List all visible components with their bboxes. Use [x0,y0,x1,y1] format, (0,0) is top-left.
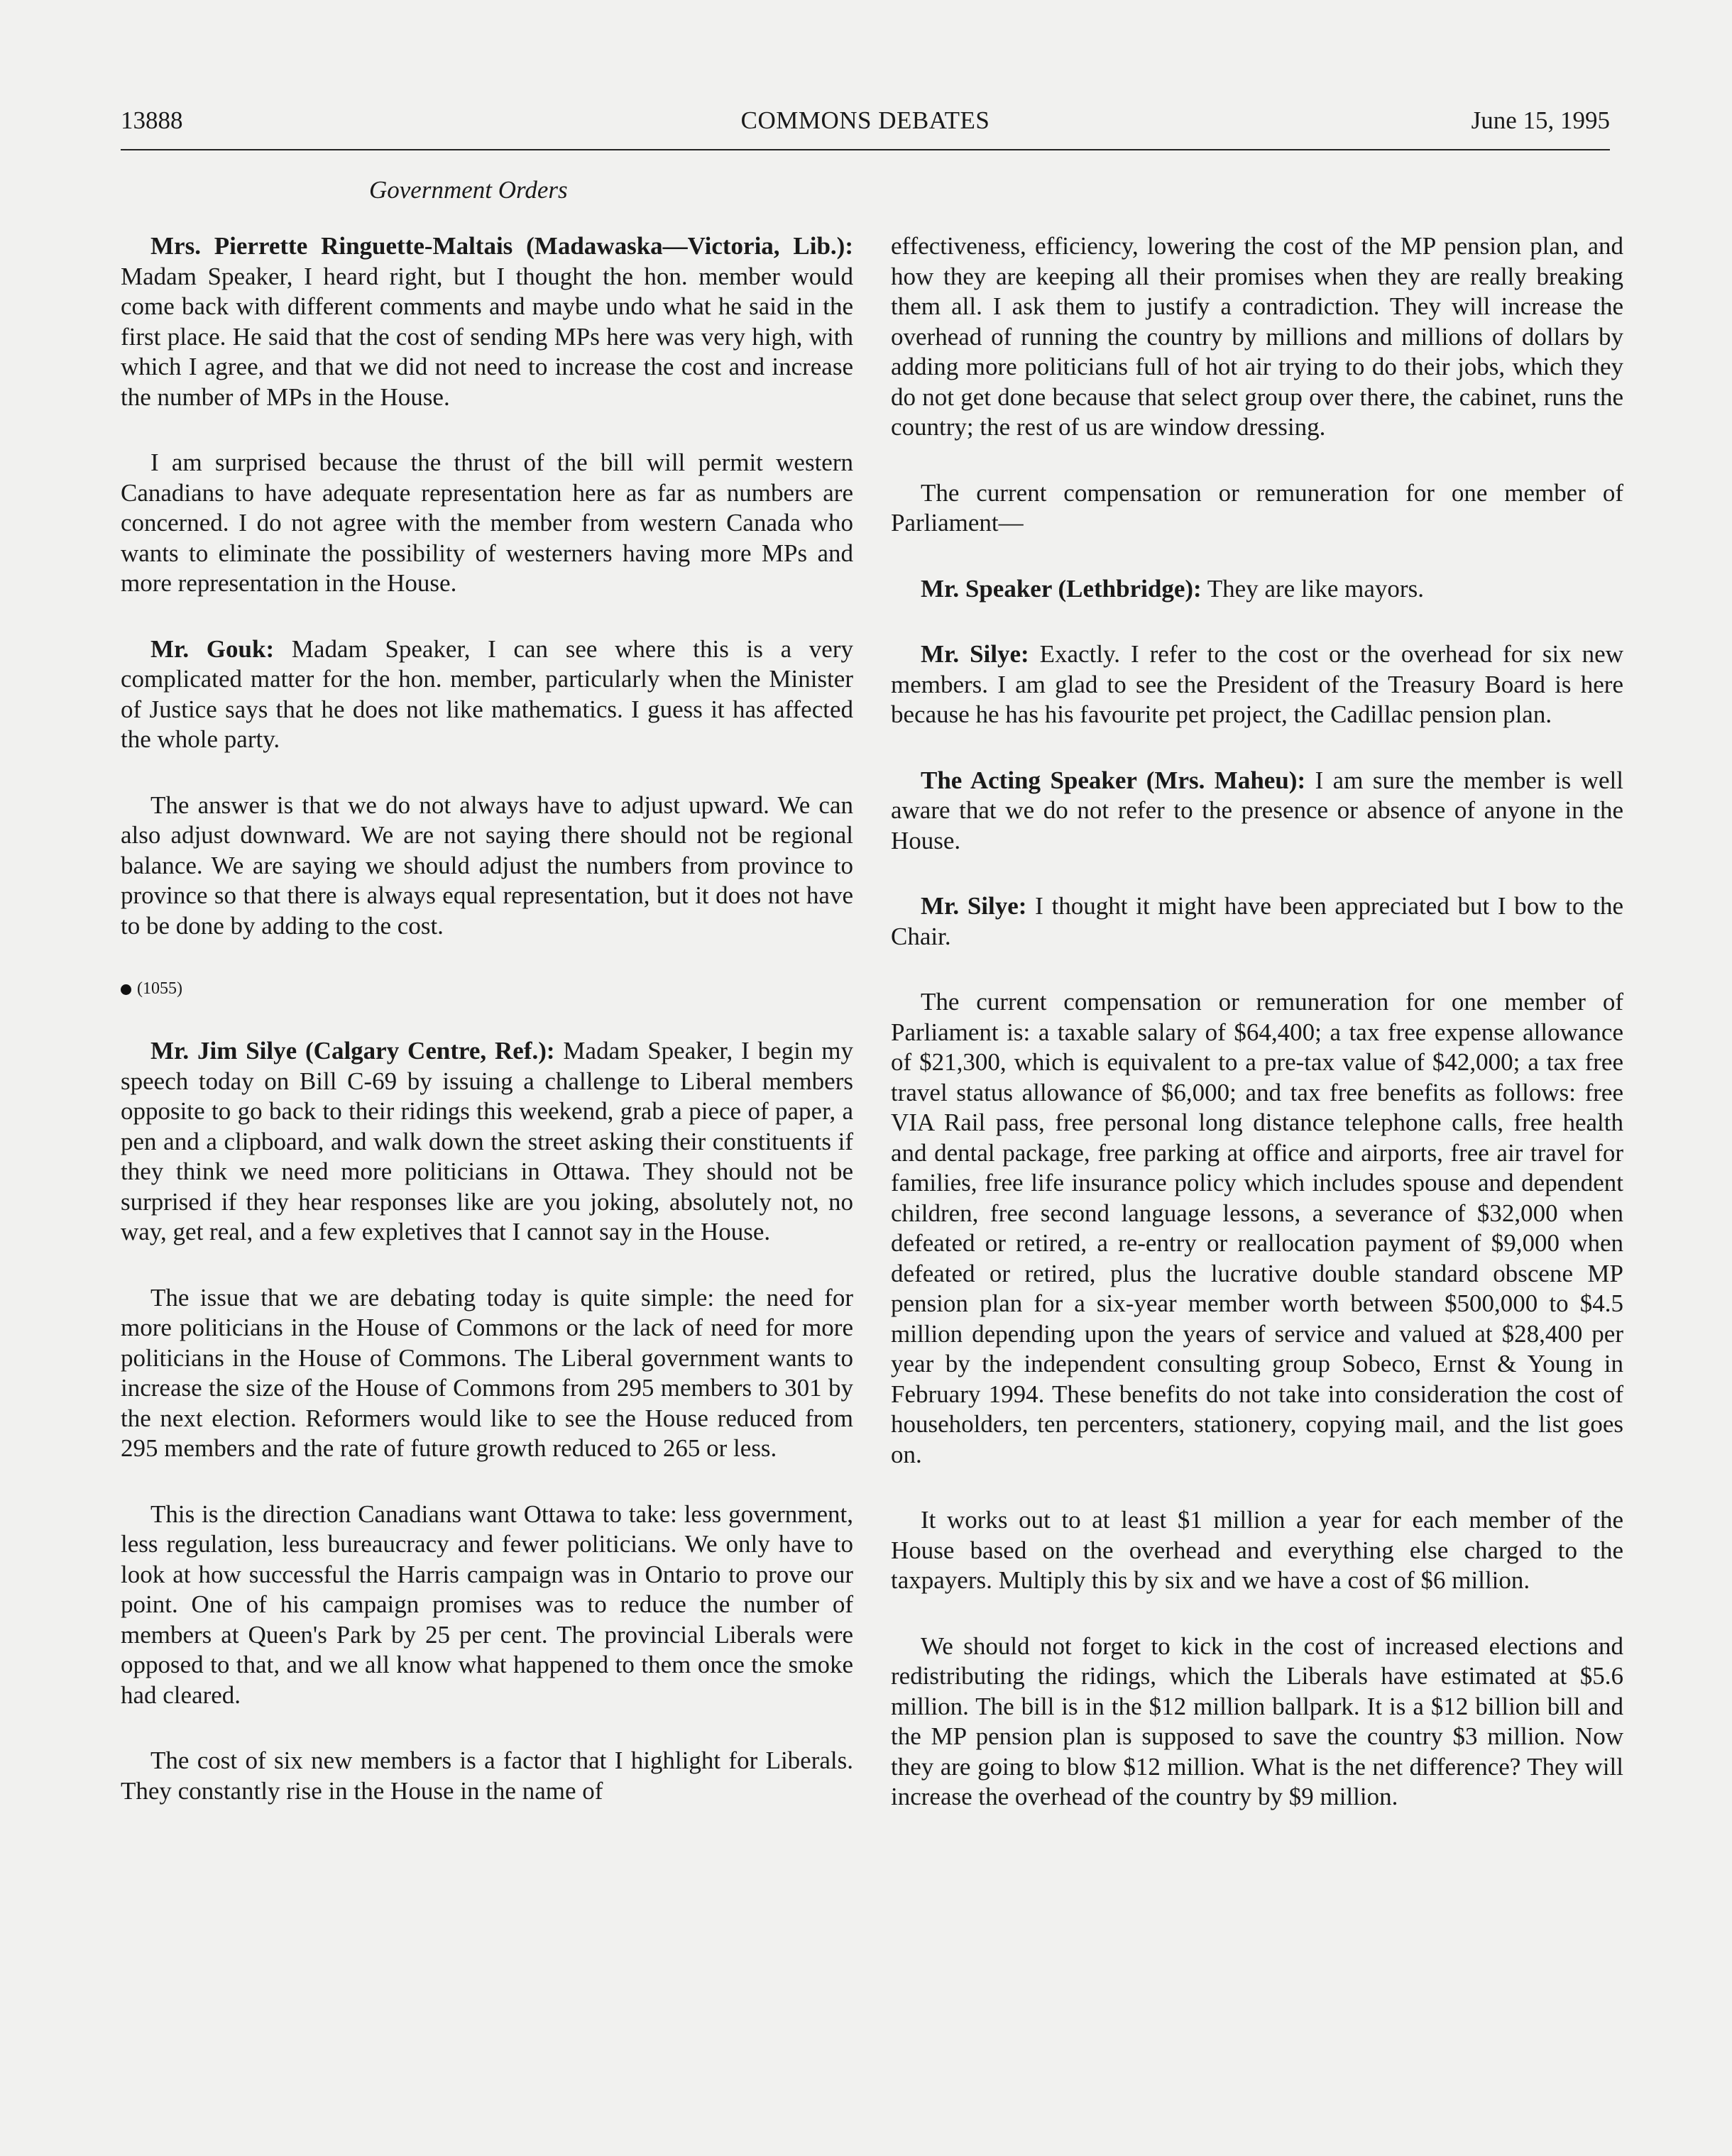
paragraph [891,1505,1623,1596]
page-header [121,106,1610,150]
paragraph-text: I am surprised because the thrust of the bill will permit western Canadians to have adequate representation here as far as numbers are concerned. I do not agree with the member from western Canada who wants to eliminate the possibility of westerners having more MPs and more representation in the House. [121,449,853,597]
section-title: Government Orders [369,176,568,204]
paragraph [891,766,1623,857]
paragraph [891,987,1623,1470]
paragraph-text: We should not forget to kick in the cost of increased elections and redistributing the ridings, which the Liberals have estimated at $5.6 million. The bill is in the $12 million ballpark. It is a $12 billion bill and the MP pension plan is supposed to save the country $3 million. Now they are going to blow $12 million. What is the net difference? They will increase the overhead of the country by $9 million. [891,1632,1623,1810]
paragraph-text: Madam Speaker, I can see where this is a very complicated matter for the hon. member, particularly when the Minister of Justice says that he does not like mathematics. I guess it has affected the whole party. [121,634,853,753]
paragraph-text: The cost of six new members is a factor that I highlight for Liberals. They constantly rise in the House in the name of [121,1747,853,1805]
page-number: 13888 [121,106,183,134]
paragraph [891,891,1623,952]
paragraph-text: I thought it might have been appreciated but I bow to the Chair. [891,892,1624,950]
paragraph [121,1746,853,1806]
paragraph [121,1283,853,1464]
speaker-name: Mr. Gouk: [150,634,275,663]
paragraph-text: The answer is that we do not always have to adjust upward. We can also adjust downward. We are not saying there should not be regional balance. We are saying we should adjust the numbers from province to province so that there is always equal representation, but it does not have to be done by adding to the cost. [121,791,853,940]
paragraph [121,1500,853,1711]
paragraph [121,448,853,599]
paragraph [891,639,1623,730]
paragraph-text: effectiveness, efficiency, lowering the cost of the MP pension plan, and how they are keeping all their promises when they are really breaking them all. I ask them to justify a contradiction. They will increase the overhead of running the country by millions and millions of dollars by adding more politicians full of hot air trying to do their jobs, which they do not get done because that select group over there, the cabinet, runs the country; the rest of us are window dressing. [891,232,1623,441]
paragraph-text: This is the direction Canadians want Ottawa to take: less government, less regulation, less bureaucracy and fewer politicians. We only have to look at how successful the Harris campaign was in Ontario to prove our point. One of his campaign promises was to reduce the number of members at Queen's Park by 25 per cent. The provincial Liberals were opposed to that, and we all know what happened to them once the smoke had cleared. [121,1500,853,1709]
speaker-name: Mrs. Pierrette Ringuette-Maltais (Madawaska—Victoria, Lib.): [150,232,853,260]
paragraph-text: Madam Speaker, I begin my speech today on Bill C-69 by issuing a challenge to Liberal members opposite to go back to their ridings this weekend, grab a piece of paper, a pen and a clipboard, and walk down the street asking their constituents if they think we need more politicians in Ottawa. They should not be surprised if they hear responses like are you joking, absolutely not, no way, get real, and a few expletives that I cannot say in the House. [121,1037,853,1245]
paragraph-text: I am sure the member is well aware that we do not refer to the presence or absence of anyone in the House. [891,766,1623,854]
paragraph [891,1632,1623,1813]
right-column [891,231,1623,1848]
paragraph-text: Exactly. I refer to the cost or the overhead for six new members. I am glad to see the President of the Treasury Board is here because he has his favourite pet project, the Cadillac pension plan. [891,640,1623,728]
paragraph [121,1036,853,1248]
publication-title: COMMONS DEBATES [740,106,990,134]
paragraph [891,231,1623,443]
bullet-icon [121,984,131,995]
time-marker-text: (1055) [137,979,182,998]
paragraph-text: The current compensation or remuneration for one member of Parliament is: a taxable salary of $64,400; a tax free expense allowance of $21,300, which is equivalent to a pre-tax value of $42,000; a tax free travel status allowance of $6,000; and tax free benefits as follows: free VIA Rail pass, free personal long distance telephone calls, free health and dental package, free parking at office and airports, free air travel for families, free life insurance policy which includes spouse and dependent children, free second language lessons, a severance of $32,000 when defeated or retired, a re-entry or reallocation payment of $9,000 when defeated or retired, plus the lucrative double standard obscene MP pension plan for a six-year member worth between $500,000 to $4.5 million depending upon the years of service and valued at $28,400 per year by the independent consulting group Sobeco, Ernst & Young in February 1994. These benefits do not take into consideration the cost of householders, ten percenters, stationery, copying mail, and the list goes on. [891,988,1623,1468]
paragraph-text: The issue that we are debating today is quite simple: the need for more politicians in the House of Commons or the lack of need for more politicians in the House of Commons. The Liberal government wants to increase the size of the House of Commons from 295 members to 301 by the next election. Reformers would like to see the House reduced from 295 members and the rate of future growth reduced to 265 or less. [121,1283,853,1462]
time-marker [121,977,853,1001]
paragraph [891,478,1623,539]
paragraph-text: They are like mayors. [1201,574,1424,603]
paragraph-text: It works out to at least $1 million a year for each member of the House based on the overhead and everything else charged to the taxpayers. Multiply this by six and we have a cost of $6 million. [891,1506,1623,1594]
speaker-name: The Acting Speaker (Mrs. Maheu): [921,766,1306,794]
speaker-name: Mr. Silye: [921,640,1029,668]
paragraph [121,634,853,755]
speaker-name: Mr. Silye: [921,892,1027,920]
speaker-name: Mr. Jim Silye (Calgary Centre, Ref.): [150,1037,555,1065]
paragraph [891,574,1623,605]
paragraph-text: The current compensation or remuneration for one member of Parliament— [891,478,1623,537]
paragraph-text: Madam Speaker, I heard right, but I thought the hon. member would come back with different comments and maybe undo what he said in the first place. He said that the cost of sending MPs here was very high, with which I agree, and that we did not need to increase the cost and increase the number of MPs in the House. [121,262,853,411]
publication-date: June 15, 1995 [1471,106,1610,134]
paragraph [121,231,853,412]
left-column [121,231,853,1842]
speaker-name: Mr. Speaker (Lethbridge): [921,574,1202,603]
paragraph [121,791,853,942]
